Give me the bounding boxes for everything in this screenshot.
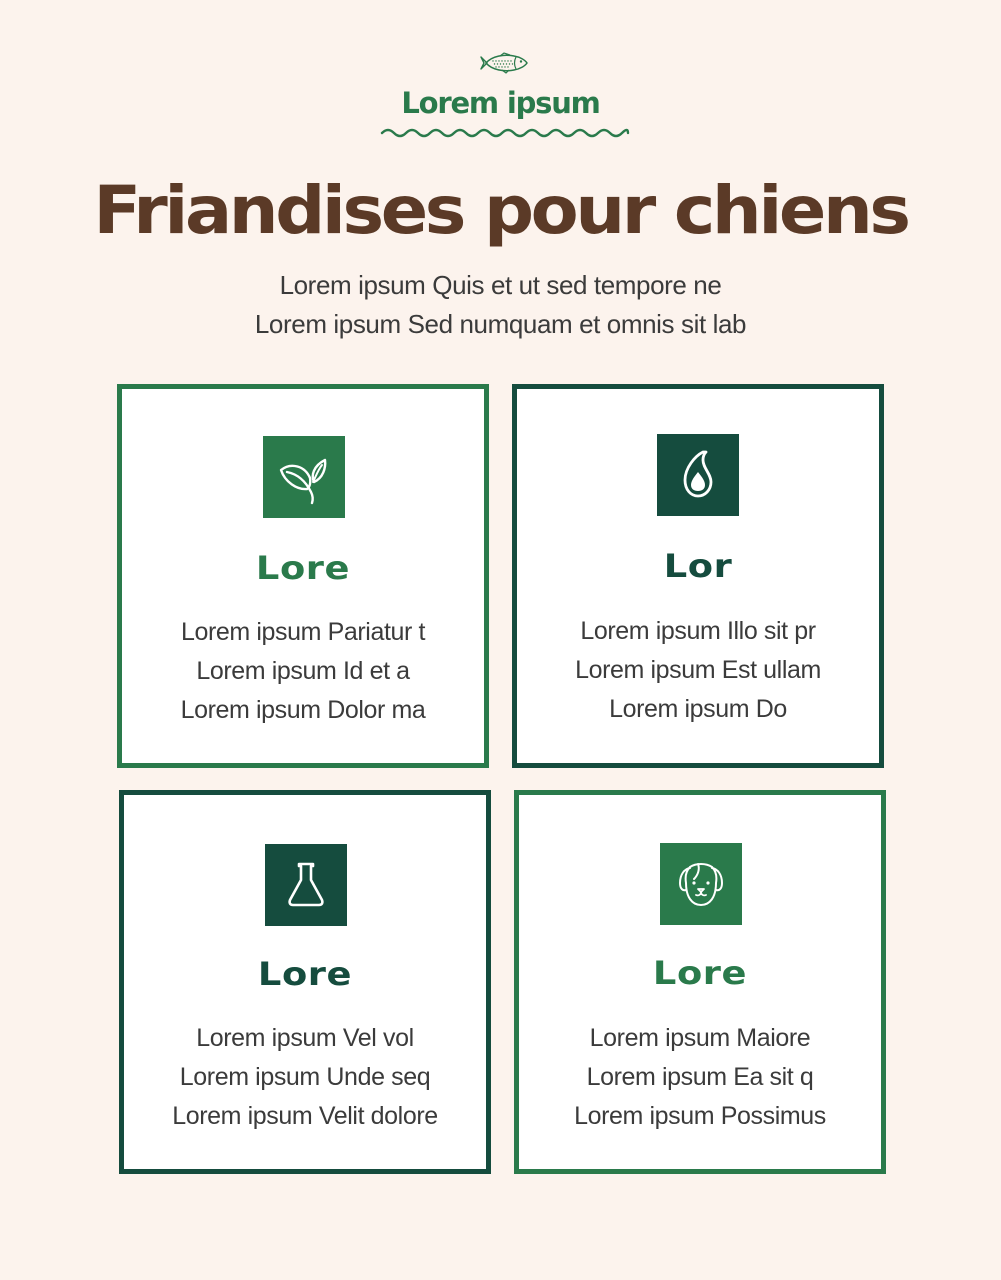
card-body-line: Lorem ipsum Unde seq — [179, 1063, 431, 1091]
icon-tile — [263, 436, 345, 518]
feature-card-hydration — [512, 384, 884, 768]
card-heading: Lore — [652, 954, 748, 992]
brand-name: Lorem ipsum — [401, 86, 600, 120]
card-body — [519, 1019, 881, 1136]
card-body-line: Lorem ipsum Ea sit q — [586, 1063, 814, 1091]
card-body — [517, 612, 879, 729]
card-body — [122, 613, 484, 730]
icon-tile — [660, 843, 742, 925]
flask-icon — [275, 854, 337, 916]
card-body-line: Lorem ipsum Id et a — [196, 657, 410, 685]
feature-card-natural — [117, 384, 489, 768]
leaf-sprout-icon — [273, 446, 335, 508]
feature-card-science — [119, 790, 491, 1174]
page-title: Friandises pour chiens — [93, 172, 908, 249]
card-body-line: Lorem ipsum Pariatur t — [180, 618, 426, 646]
card-body-line: Lorem ipsum Possimus — [574, 1102, 826, 1130]
card-heading: Lor — [663, 547, 733, 585]
card-body-line: Lorem ipsum Illo sit pr — [580, 617, 816, 645]
card-heading: Lore — [257, 955, 353, 993]
card-body-line: Lorem ipsum Est ullam — [575, 656, 821, 684]
card-body-line: Lorem ipsum Velit dolore — [172, 1102, 438, 1130]
subtitle-line: Lorem ipsum Sed numquam et omnis sit lab — [254, 309, 747, 339]
card-body-line: Lorem ipsum Maiore — [589, 1024, 811, 1052]
water-drop-icon — [667, 444, 729, 506]
feature-card-dog — [514, 790, 886, 1174]
icon-tile — [265, 844, 347, 926]
fish-icon — [478, 52, 530, 74]
subtitle — [0, 266, 1001, 344]
subtitle-line: Lorem ipsum Quis et ut sed tempore ne — [279, 270, 722, 300]
wavy-underline — [380, 127, 630, 139]
card-body-line: Lorem ipsum Dolor ma — [180, 696, 426, 724]
dog-face-icon — [670, 853, 732, 915]
card-heading: Lore — [255, 549, 351, 587]
card-body-line: Lorem ipsum Vel vol — [196, 1024, 414, 1052]
icon-tile — [657, 434, 739, 516]
card-body — [124, 1019, 486, 1136]
card-body-line: Lorem ipsum Do — [609, 695, 787, 723]
